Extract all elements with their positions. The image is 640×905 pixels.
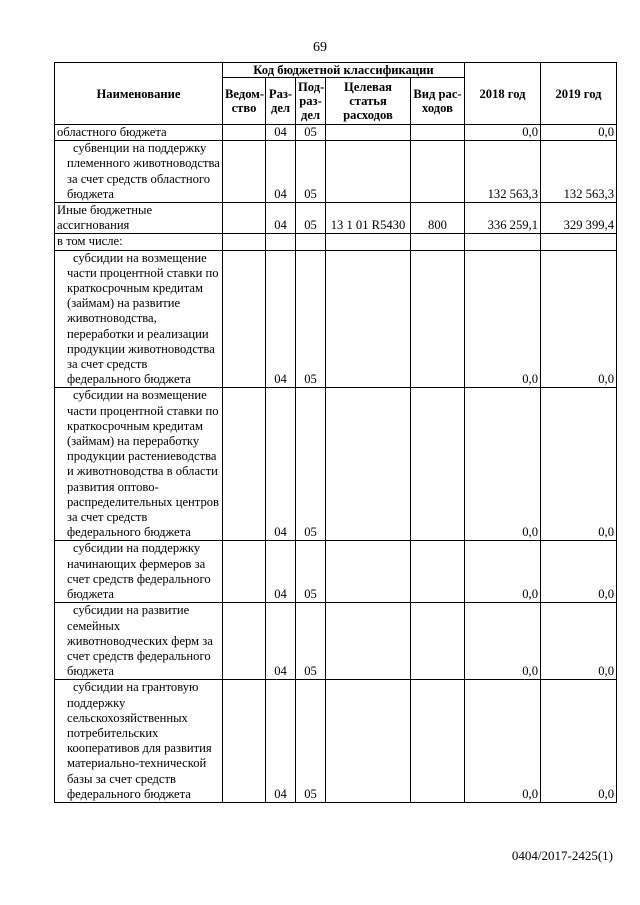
table-row bbox=[55, 388, 617, 541]
row-expense-type bbox=[411, 125, 465, 141]
row-ministry bbox=[223, 125, 266, 141]
row-ministry bbox=[223, 250, 266, 388]
row-ministry bbox=[223, 203, 266, 234]
row-section: 04 bbox=[266, 125, 296, 141]
row-2019: 0,0 bbox=[541, 125, 617, 141]
row-target: 13 1 01 R5430 bbox=[326, 203, 411, 234]
page-number: 69 bbox=[313, 40, 327, 55]
row-subsection: 05 bbox=[296, 125, 326, 141]
row-target bbox=[326, 680, 411, 803]
row-2019: 0,0 bbox=[541, 680, 617, 803]
row-target bbox=[326, 388, 411, 541]
row-expense-type bbox=[411, 541, 465, 603]
row-section: 04 bbox=[266, 603, 296, 680]
row-section: 04 bbox=[266, 203, 296, 234]
header-2018: 2018 год bbox=[465, 63, 541, 125]
row-expense-type bbox=[411, 250, 465, 388]
row-2019: 329 399,4 bbox=[541, 203, 617, 234]
row-subsection: 05 bbox=[296, 388, 326, 541]
row-2019: 0,0 bbox=[541, 541, 617, 603]
row-name: в том числе: bbox=[55, 234, 223, 250]
row-2018: 0,0 bbox=[465, 541, 541, 603]
row-expense-type bbox=[411, 234, 465, 250]
budget-table bbox=[54, 62, 617, 803]
row-ministry bbox=[223, 234, 266, 250]
row-section: 04 bbox=[266, 250, 296, 388]
row-expense-type: 800 bbox=[411, 203, 465, 234]
row-expense-type bbox=[411, 680, 465, 803]
header-ministry: Ведом-ство bbox=[223, 78, 266, 125]
row-ministry bbox=[223, 680, 266, 803]
row-target bbox=[326, 603, 411, 680]
row-ministry bbox=[223, 388, 266, 541]
row-ministry bbox=[223, 603, 266, 680]
row-2018: 0,0 bbox=[465, 250, 541, 388]
row-2019: 0,0 bbox=[541, 250, 617, 388]
table-row bbox=[55, 603, 617, 680]
row-2018: 336 259,1 bbox=[465, 203, 541, 234]
row-expense-type bbox=[411, 603, 465, 680]
header-section: Раз-дел bbox=[266, 78, 296, 125]
row-target bbox=[326, 250, 411, 388]
row-subsection: 05 bbox=[296, 541, 326, 603]
table-row bbox=[55, 680, 617, 803]
row-name: Иные бюджетные ассигнования bbox=[55, 203, 223, 234]
row-2019: 0,0 bbox=[541, 603, 617, 680]
row-2018: 0,0 bbox=[465, 388, 541, 541]
document-code: 0404/2017-2425(1) bbox=[511, 848, 613, 863]
row-expense-type bbox=[411, 141, 465, 203]
table-row bbox=[55, 141, 617, 203]
row-section bbox=[266, 234, 296, 250]
row-name: субсидии на развитие семейных животноводческих ферм за счет средств федерального бюджета bbox=[55, 603, 223, 680]
table-row bbox=[55, 234, 617, 250]
row-2018 bbox=[465, 234, 541, 250]
row-2019: 0,0 bbox=[541, 388, 617, 541]
row-2018: 0,0 bbox=[465, 680, 541, 803]
row-2019 bbox=[541, 234, 617, 250]
row-subsection: 05 bbox=[296, 680, 326, 803]
table-row bbox=[55, 125, 617, 141]
row-name: субсидии на возмещение части процентной ставки по краткосрочным кредитам (займам) на переработку продукции растениеводства и животноводства в области развития оптово-распределительных центров за счет средств федерального бюджета bbox=[55, 388, 223, 541]
header-expense-type: Вид рас-ходов bbox=[411, 78, 465, 125]
row-2018: 0,0 bbox=[465, 125, 541, 141]
row-name: субсидии на грантовую поддержку сельскохозяйственных потребительских кооперативов для развития материально-технической базы за счет средств федерального бюджета bbox=[55, 680, 223, 803]
row-section: 04 bbox=[266, 680, 296, 803]
row-2018: 0,0 bbox=[465, 603, 541, 680]
table-row bbox=[55, 541, 617, 603]
row-expense-type bbox=[411, 388, 465, 541]
header-classification-group: Код бюджетной классификации bbox=[223, 63, 465, 78]
table-row bbox=[55, 250, 617, 388]
row-section: 04 bbox=[266, 141, 296, 203]
header-2019: 2019 год bbox=[541, 63, 617, 125]
header-subsection: Под-раз-дел bbox=[296, 78, 326, 125]
row-target bbox=[326, 125, 411, 141]
row-subsection: 05 bbox=[296, 603, 326, 680]
row-subsection bbox=[296, 234, 326, 250]
row-section: 04 bbox=[266, 388, 296, 541]
row-name: субвенции на поддержку племенного животноводства за счет средств областного бюджета bbox=[55, 141, 223, 203]
row-name: субсидии на поддержку начинающих фермеров за счет средств федерального бюджета bbox=[55, 541, 223, 603]
row-subsection: 05 bbox=[296, 203, 326, 234]
row-target bbox=[326, 234, 411, 250]
row-2018: 132 563,3 bbox=[465, 141, 541, 203]
row-ministry bbox=[223, 541, 266, 603]
row-target bbox=[326, 541, 411, 603]
row-ministry bbox=[223, 141, 266, 203]
row-name: областного бюджета bbox=[55, 125, 223, 141]
row-name: субсидии на возмещение части процентной ставки по краткосрочным кредитам (займам) на развитие животноводства, переработки и реализации продукции животноводства за счет средств федерального бюджета bbox=[55, 250, 223, 388]
row-section: 04 bbox=[266, 541, 296, 603]
row-subsection: 05 bbox=[296, 141, 326, 203]
header-name: Наименование bbox=[55, 63, 223, 125]
row-2019: 132 563,3 bbox=[541, 141, 617, 203]
table-row bbox=[55, 203, 617, 234]
row-target bbox=[326, 141, 411, 203]
row-subsection: 05 bbox=[296, 250, 326, 388]
header-target-article: Целевая статья расходов bbox=[326, 78, 411, 125]
